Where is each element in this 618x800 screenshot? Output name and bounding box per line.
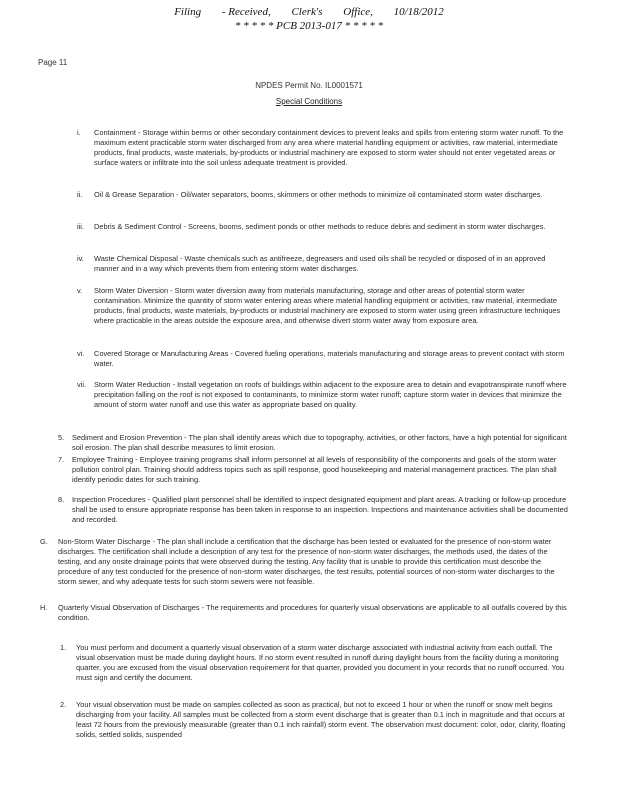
item-number: G. bbox=[40, 537, 48, 546]
stamp-office: Office, bbox=[343, 6, 373, 18]
condition-item bbox=[40, 603, 570, 623]
stamp-clerks: Clerk's bbox=[291, 6, 323, 18]
item-number: iii. bbox=[77, 222, 84, 231]
condition-item bbox=[40, 537, 570, 587]
item-number: iv. bbox=[77, 254, 84, 263]
item-number: H. bbox=[40, 603, 48, 612]
item-text: Sediment and Erosion Prevention - The plan shall identify areas which due to topography, activities, or other factors, have a high potential for significant soil erosion. The plan shall describe measures to limit erosion. bbox=[72, 433, 567, 452]
item-text: Quarterly Visual Observation of Discharges - The requirements and procedures for quarterly visual observations are applicable to all outfalls covered by this condition. bbox=[58, 603, 567, 622]
condition-item bbox=[77, 380, 567, 410]
page-title: Special Conditions bbox=[275, 97, 343, 106]
condition-item bbox=[58, 495, 568, 525]
condition-item bbox=[77, 222, 567, 232]
item-text: Inspection Procedures - Qualified plant personnel shall be identified to inspect designated equipment and plant areas. A tracking or follow-up procedure shall be used to ensure appropriate response has been taken in response to an inspection. Inspections and maintenance activities shall be documented and recorded. bbox=[72, 495, 568, 524]
item-text: Storm Water Reduction - Install vegetation on roofs of buildings within adjacent to the exposure area to detain and evapotranspirate runoff where precipitation falling on the roof is not exposed to contaminants, to minimize storm water runoff; capture storm water in devices that minimize the amount of storm water runoff and use this water as appropriate based on quality. bbox=[94, 380, 567, 409]
item-text: Oil & Grease Separation - Oil/water separators, booms, skimmers or other methods to minimize oil contaminated storm water discharges. bbox=[94, 190, 543, 199]
item-number: ii. bbox=[77, 190, 83, 199]
stamp-received: - Received, bbox=[221, 6, 271, 18]
stamp-date: 10/18/2012 bbox=[393, 6, 444, 18]
item-number: v. bbox=[77, 286, 83, 295]
item-number: vi. bbox=[77, 349, 85, 358]
page-number: Page 11 bbox=[38, 58, 68, 67]
item-number: 2. bbox=[60, 700, 67, 709]
stamp-filing: Filing bbox=[174, 6, 202, 18]
item-number: 5. bbox=[58, 433, 65, 442]
condition-item bbox=[77, 286, 567, 326]
item-number: 7. bbox=[58, 455, 65, 464]
item-text: Your visual observation must be made on samples collected as soon as practical, but not to exceed 1 hour or when the runoff or snow melt begins discharging from your facility. All samples must be collected from a storm event discharge that is greater than 0.1 inch in magnitude and that occurs at least 72 hours from the previously measurable (greater than 0.1 inch rainfall) storm event. The observation must document: color, odor, clarity, floating solids, settled solids, suspended bbox=[76, 700, 566, 739]
condition-item bbox=[58, 455, 568, 485]
item-text: Storm Water Diversion - Storm water diversion away from materials manufacturing, storage and other areas of potential storm water contamination. Minimize the quantity of storm water entering areas where material handling equipment or activities, raw material, intermediate products, final products, waste materials, by-products or industrial machinery are exposed to storm water using green infrastructure techniques where practicable in the areas outside the exposure area, and otherwise divert storm water away from exposure area. bbox=[94, 286, 561, 325]
filing-stamp-line1 bbox=[0, 6, 618, 18]
condition-item bbox=[60, 643, 570, 683]
filing-stamp-line2: * * * * * PCB 2013-017 * * * * * bbox=[234, 20, 384, 32]
item-text: Covered Storage or Manufacturing Areas - Covered fueling operations, materials manufacturing and storage areas to prevent contact with storm water. bbox=[94, 349, 565, 368]
item-number: 1. bbox=[60, 643, 67, 652]
item-number: 8. bbox=[58, 495, 65, 504]
item-text: Employee Training - Employee training programs shall inform personnel at all levels of responsibility of the components and goals of the storm water pollution control plan. Training should address topics such as spill response, good housekeeping and material management practices. The plan shall identify periodic dates for such training. bbox=[72, 455, 557, 484]
condition-item bbox=[58, 433, 568, 453]
item-text: You must perform and document a quarterly visual observation of a storm water discharge associated with industrial activity from each outfall. The visual observation must be made during daylight hours. If no storm event resulted in runoff during daylight hours from the facility during a monitoring quarter, you are excused from the visual observation requirement for that quarter, provided you document in your records that no runoff occurred. You must sign and certify the document. bbox=[76, 643, 564, 682]
permit-number: NPDES Permit No. IL0001571 bbox=[255, 81, 363, 90]
condition-item bbox=[77, 254, 567, 274]
item-text: Waste Chemical Disposal - Waste chemicals such as antifreeze, degreasers and used oils shall be recycled or disposed of in an approved manner and in a way which prevents them from entering storm water discharges. bbox=[94, 254, 546, 273]
item-text: Debris & Sediment Control - Screens, booms, sediment ponds or other methods to reduce debris and sediment in storm water discharges. bbox=[94, 222, 546, 231]
condition-item bbox=[77, 128, 567, 168]
item-number: vii. bbox=[77, 380, 87, 389]
item-text: Containment - Storage within berms or other secondary containment devices to prevent leaks and spills from entering storm water runoff. To the maximum extent practicable storm water discharged from any area where material handling equipment or activities, raw material, intermediate products, final products, waste materials, by-products or industrial machinery are exposed to storm water should not enter vegetated areas or surface waters or infiltrate into the soil unless adequate treatment is provided. bbox=[94, 128, 564, 167]
item-text: Non-Storm Water Discharge - The plan shall include a certification that the discharge has been tested or evaluated for the presence of non-storm water discharges. The certification shall include a description of any test for the presence of non-storm water discharges, the methods used, the dates of the testing, and any onsite drainage points that were observed during the testing. Any facility that is unable to provide this certification must describe the procedure of any test conducted for the presence of non-storm water discharges, the test results, potential sources of non-storm water discharges to the storm sewer, and why adequate tests for such storm sewers were not feasible. bbox=[58, 537, 555, 586]
condition-item bbox=[77, 190, 567, 200]
condition-item bbox=[60, 700, 570, 740]
item-number: i. bbox=[77, 128, 81, 137]
condition-item bbox=[77, 349, 567, 369]
